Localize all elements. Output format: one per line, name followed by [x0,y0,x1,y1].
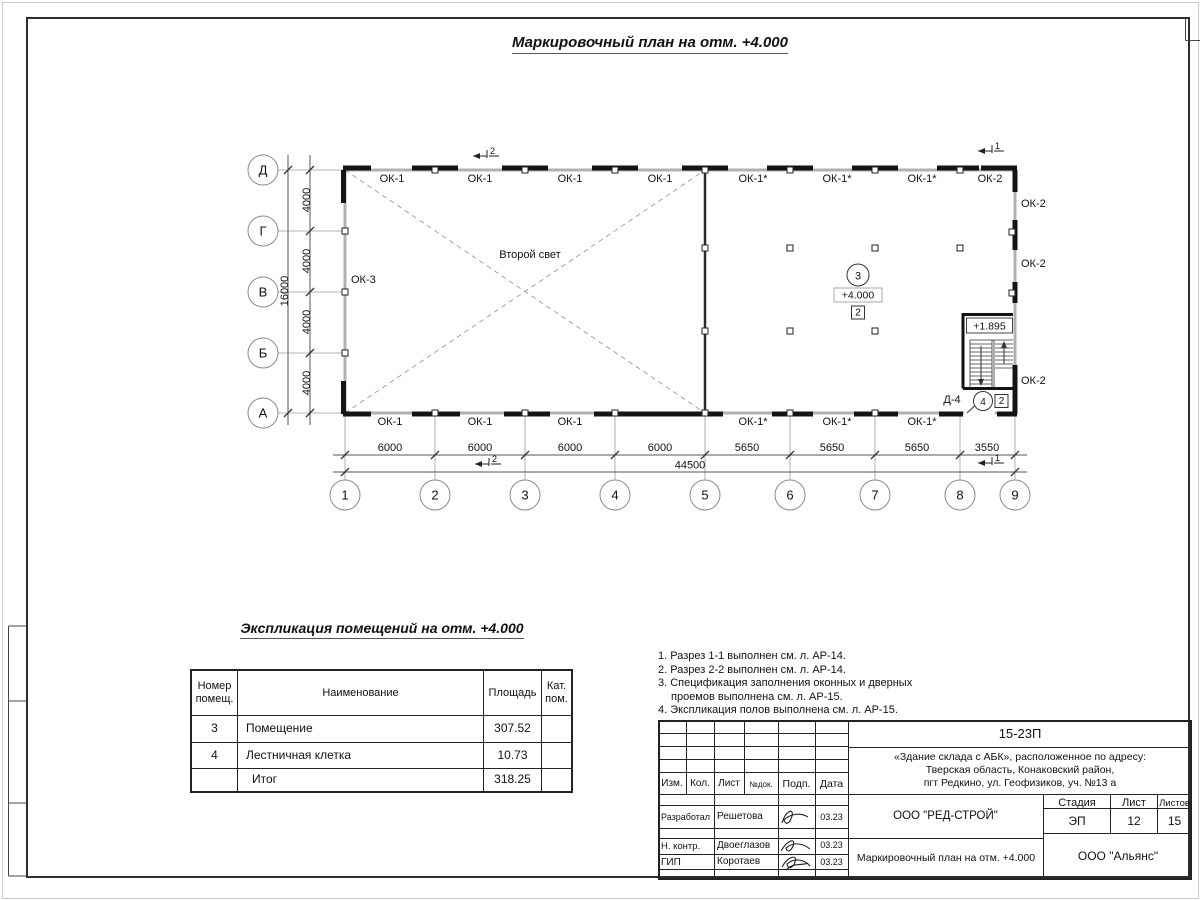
page-title-text: Маркировочный план на отм. +4.000 [512,34,788,54]
col-header: Кол. [690,778,710,789]
second-light-dashed-cross [345,170,705,413]
room3-floor-label: 2 [855,307,861,319]
col-header: Изм. [661,778,683,789]
second-light-label: Второй свет [499,249,561,261]
axis-label: 9 [1011,487,1019,503]
organization-name: ООО "РЕД-СТРОЙ" [893,810,998,822]
date-value: 03.23 [820,840,843,850]
col-header: Площадь [484,671,542,716]
floor-plan [230,130,1080,520]
note-line: 1. Разрез 1-1 выполнен см. л. АР-14. [658,650,846,662]
table-cell [542,769,571,791]
window-label: ОК-1 [557,173,583,185]
note-line: проемов выполнена см. л. АР-15. [671,690,843,703]
table-cell [192,769,238,791]
axis-label: 5 [701,487,709,503]
window-label: ОК-1* [822,416,852,428]
svg-text:1: 1 [995,453,1001,463]
note-line: 3. Спецификация заполнения оконных и дверных [658,677,913,690]
explication-table [190,669,573,793]
frame-notch-lines [1186,18,1200,41]
signature [782,857,810,870]
table-cell: 318.25 [484,769,542,791]
dim-value: 4000 [301,248,313,274]
person-name: Двоеглазов [717,840,771,851]
axis-label: 6 [786,487,794,503]
note-line: 2. Разрез 2-2 выполнен см. л. АР-14. [658,663,846,676]
section-mark-2-top [473,146,499,159]
sheet-value: 12 [1127,814,1141,828]
window-label: ОК-1 [377,416,403,428]
col-header: Кат. пом. [542,671,571,716]
axis-label: 1 [341,487,349,503]
dim-value: 4000 [301,187,313,213]
dim-value: 6000 [377,442,403,454]
stage-value: ЭП [1068,814,1086,828]
object-address-line: пгт Редкино, ул. Геофизиков, уч. №13 а [923,777,1117,789]
axis-label: В [258,284,268,300]
signature [782,811,808,823]
frame-notch [1180,15,1200,45]
window-label: ОК-1* [907,416,937,428]
axis-label: 4 [611,487,619,503]
signature [781,841,810,851]
axis-label: 3 [521,487,529,503]
dimension-ticks [284,166,1019,476]
stair-arrow-up [1001,341,1007,348]
dim-total: 44500 [674,459,706,472]
object-address-line: «Здание склада с АБК», расположенное по адресу: [894,751,1146,763]
sheets-label: Листов [1159,798,1190,809]
col-header: Дата [819,778,844,790]
dim-value: 5650 [819,442,845,454]
table-cell: Лестничная клетка [238,743,484,769]
room4-number: 4 [980,397,986,408]
table-cell: Помещение [238,716,484,743]
dim-value: 4000 [301,370,313,396]
door-label: Д-4 [943,394,961,406]
window-label: ОК-1 [379,173,405,185]
role-label: Разработал [661,812,710,822]
organization-name-2: ООО "Альянс" [1077,849,1159,863]
explication-title [198,620,566,636]
axis-label: 7 [871,487,879,503]
column-markers [342,167,1015,416]
stair-elevation-label: +1.895 [973,320,1006,333]
col-header: №док. [749,780,773,789]
col-header: Подп. [782,778,811,790]
table-cell: Итог [238,769,484,791]
axis-label: Г [259,223,267,239]
col-header: Наименование [238,671,484,716]
dim-value: 6000 [647,442,673,454]
table-cell: 307.52 [484,716,542,743]
dim-value: 6000 [557,442,583,454]
section-mark-1-top [978,141,1004,154]
dim-total: 16000 [279,275,291,307]
axis-label: Б [258,345,268,361]
window-label: ОК-1* [822,173,852,185]
dim-value: 5650 [904,442,930,454]
svg-text:2: 2 [492,454,498,464]
left-margin-lines [9,626,27,876]
axis-extension-lines [278,170,1015,480]
walls-outer [343,168,1017,415]
axis-label: А [258,405,268,421]
dim-value: 3550 [974,442,1000,454]
section-mark-2-bottom [475,454,501,467]
left-margin-stamp [0,560,30,900]
window-label: ОК-1* [907,173,937,185]
room3-number: 3 [854,270,862,283]
svg-text:1: 1 [995,141,1001,151]
col-header: Номер помещ. [192,671,238,716]
window-label: ОК-3 [351,274,376,286]
role-label: ГИП [661,857,681,868]
window-label: ОК-1* [738,416,768,428]
sheet-label: Лист [1122,797,1146,809]
table-cell: 10.73 [484,743,542,769]
dim-value: 6000 [467,442,493,454]
corner-columns [341,170,1018,414]
room4-floor-label: 2 [998,396,1005,407]
page-title [400,34,900,51]
col-header: Лист [718,778,740,789]
table-cell [542,743,571,769]
window-label: ОК-2 [1021,198,1046,210]
table-cell: 4 [192,743,238,769]
date-value: 03.23 [820,812,843,822]
role-label: Н. контр. [661,841,701,852]
object-address-line: Тверская область, Конаковский район, [925,764,1115,776]
stair-arrow-down [978,379,984,386]
axis-label: 2 [431,487,439,503]
dim-value: 5650 [734,442,760,454]
title-block [658,720,1192,880]
sheets-value: 15 [1167,814,1182,828]
note-line: 4. Экспликация полов выполнена см. л. АР-15. [658,704,898,717]
svg-text:2: 2 [490,146,496,156]
window-label: ОК-1 [467,416,493,428]
window-label: ОК-1* [738,173,768,185]
date-value: 03.23 [820,857,843,867]
window-label: ОК-1 [557,416,583,428]
explication-title-text: Экспликация помещений на отм. +4.000 [240,620,523,639]
axis-label: 8 [956,487,964,503]
window-label: ОК-1 [467,173,493,185]
axis-label: Д [258,162,268,178]
stage-label: Стадия [1058,797,1096,809]
window-label: ОК-2 [1021,375,1046,387]
window-label: ОК-1 [647,173,673,185]
window-label: ОК-2 [1021,258,1046,270]
dim-value: 4000 [301,309,313,335]
person-name: Решетова [717,811,763,822]
room3-elev-label: +4.000 [841,289,875,302]
table-cell [542,716,571,743]
project-code: 15-23П [998,726,1042,741]
table-cell: 3 [192,716,238,743]
person-name: Коротаев [717,856,761,867]
window-label: ОК-2 [977,173,1003,185]
notes-list [658,650,998,718]
drawing-title: Маркировочный план на отм. +4.000 [856,852,1036,864]
